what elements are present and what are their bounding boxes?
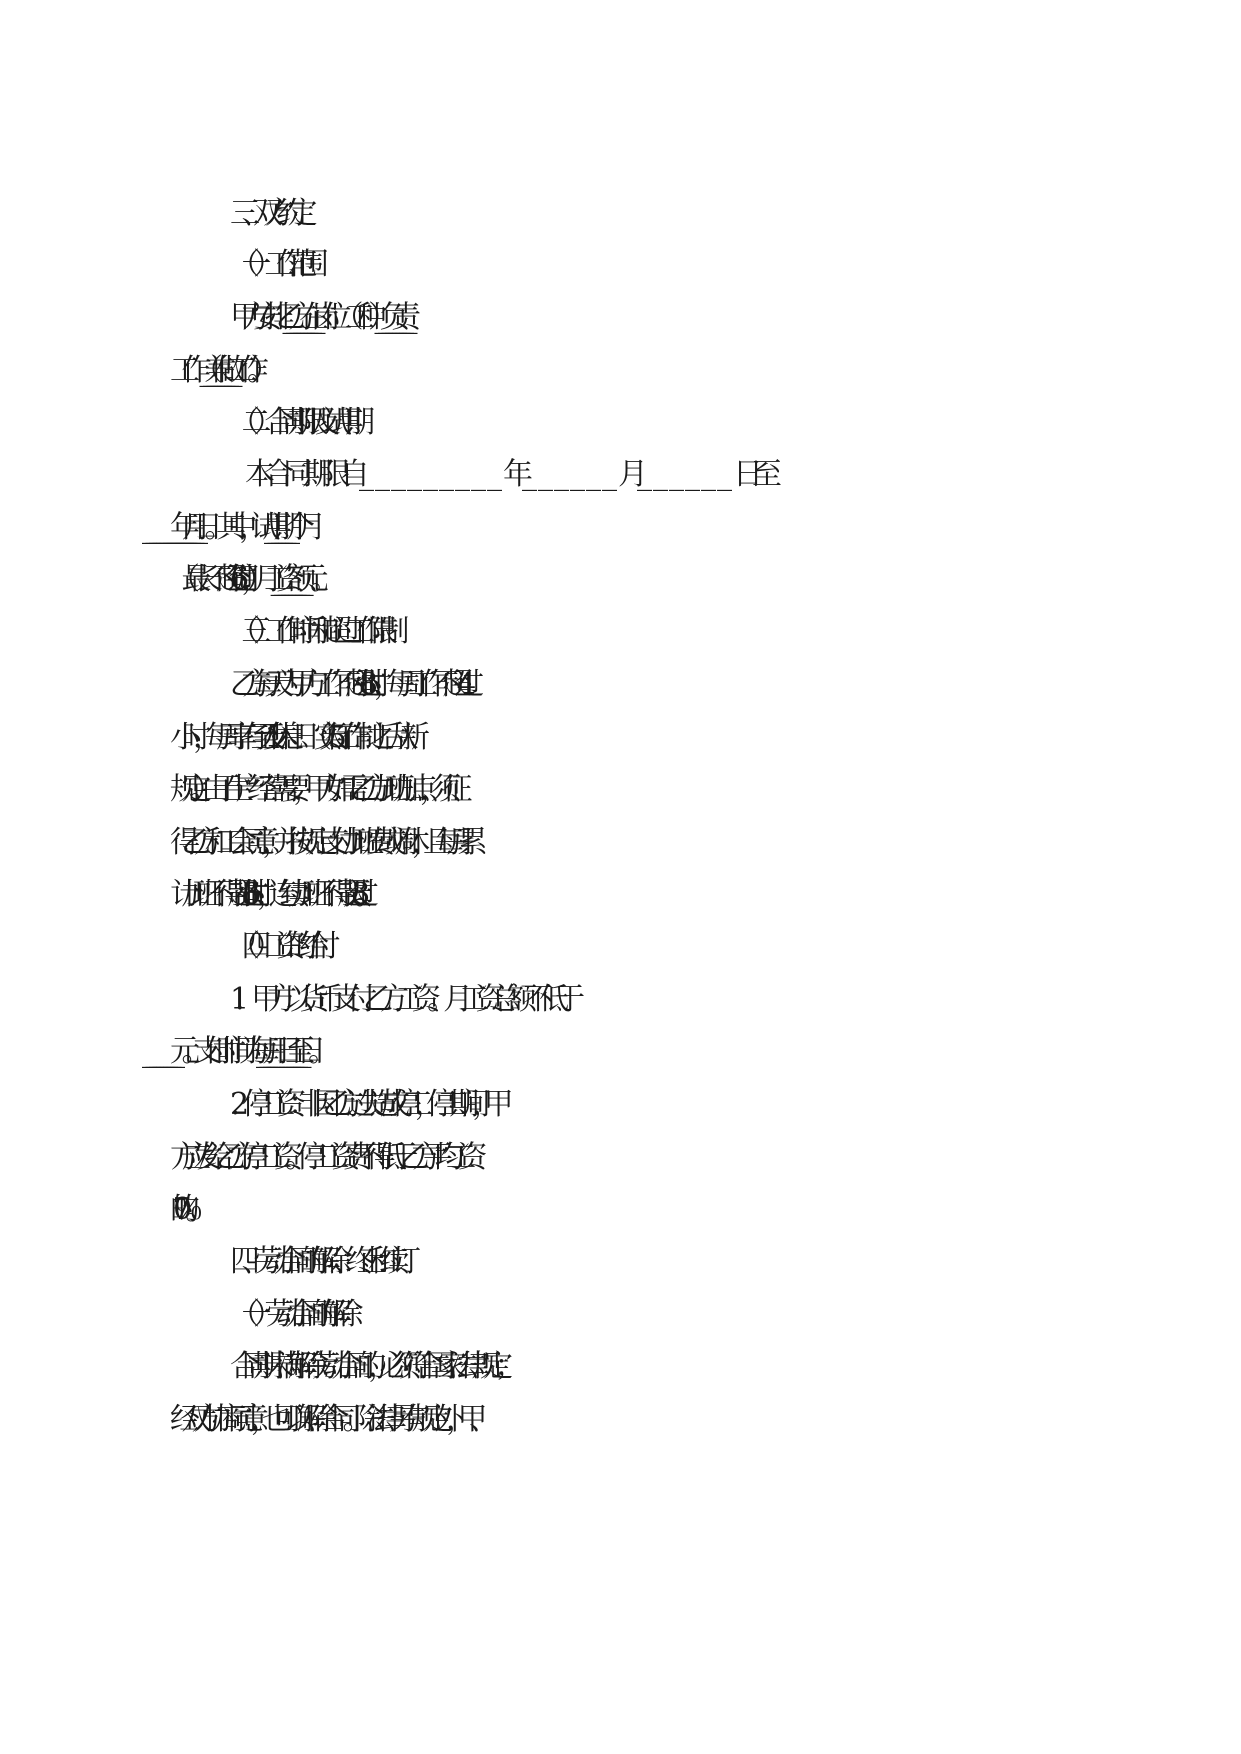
blank-field[interactable]: _________ xyxy=(359,457,503,492)
paragraph-line: （最长不超过 6 个月），月工资额元。 xyxy=(170,562,322,597)
paragraph-line: 合同期未满解除劳动合同的，必须符合国家法律规定； xyxy=(230,1349,506,1384)
paragraph-line: 元。支付时间为每月日至日。 xyxy=(170,1034,320,1069)
subsection-heading: （四）工资的给付 xyxy=(230,929,322,964)
blank-field[interactable]: ______ xyxy=(637,457,733,492)
paragraph-line: 计加班不得超过 36 小时，连续加班不得超过 3 天。 xyxy=(170,877,366,912)
paragraph-line: 工作（兼做工作）。 xyxy=(170,353,259,388)
paragraph-line: 甲方安排乙方在岗位（工种）负责 xyxy=(230,300,403,335)
blank-field[interactable]: ______ xyxy=(522,457,618,492)
paragraph-line: 2．停工工资：非因乙方过失造成停工，停工期间，甲 xyxy=(230,1087,496,1122)
paragraph-line: 小时，每周享有至少 1 天休息日（实行 5 天工作制之后从新 xyxy=(170,720,412,755)
paragraph-line: 经双方协商同意，也可以解除合同。除法律另有规定外，甲、 xyxy=(170,1402,481,1437)
paragraph-line: 年月日。其中，试用期个月 xyxy=(170,510,308,545)
paragraph-line: 1．甲方以货币支付乙方工资。月工资总额不低于 xyxy=(230,982,572,1017)
paragraph-line: 方应发给乙方停工工资。停工工资费不得低于乙方平均工资 xyxy=(170,1140,469,1175)
subsection-heading: （一）工作范围 xyxy=(230,247,311,282)
subsection-heading: （一）劳动合同的解除 xyxy=(230,1297,345,1332)
subsection-heading: （二）合同期限及试用期 xyxy=(230,405,357,440)
paragraph-line: 得乙方和工会同意，并按规定支付加班费或调休，且每月累 xyxy=(170,825,469,860)
paragraph-line: 规定）。由于生产经营需要，甲方如需乙方加班加点，须征 xyxy=(170,772,454,807)
paragraph-line: 本合同期限自_________年______月______日至 xyxy=(245,457,771,492)
subsection-heading: （三）工作时间和超过工作限制 xyxy=(230,614,391,649)
paragraph-line: 乙方每天为甲方工作不超过 8 小时，每周工作不超过 44 xyxy=(230,667,458,702)
section-heading: 三、双方约定 xyxy=(230,196,299,231)
section-heading: 四、劳动合同的解除、终止和续订 xyxy=(230,1244,403,1279)
paragraph-line: 的 70％。 xyxy=(170,1192,197,1227)
